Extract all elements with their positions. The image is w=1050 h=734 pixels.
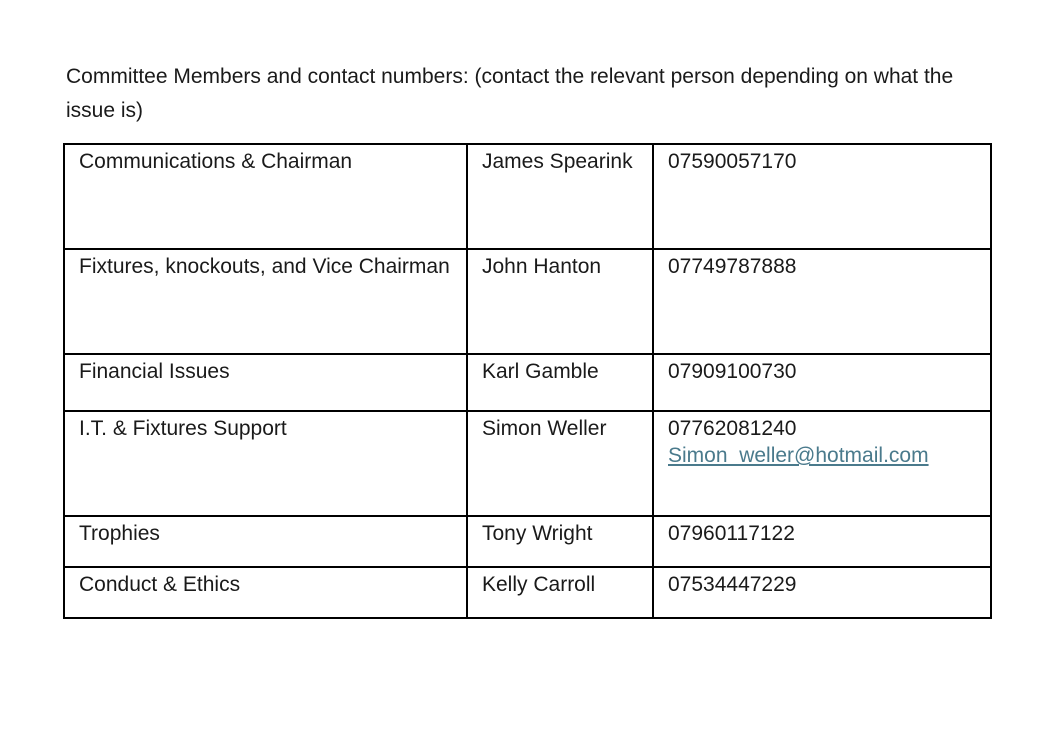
table-row [64, 411, 991, 516]
name-cell: John Hanton [467, 249, 653, 354]
role-cell: Conduct & Ethics [64, 567, 467, 618]
phone-number: 07960117122 [668, 522, 795, 545]
name-cell: James Spearink [467, 144, 653, 249]
email-link[interactable]: Simon_weller@hotmail.com [668, 444, 929, 467]
name-cell: Simon Weller [467, 411, 653, 516]
contact-cell [653, 411, 991, 516]
contact-cell [653, 249, 991, 354]
role-cell: I.T. & Fixtures Support [64, 411, 467, 516]
committee-table [63, 143, 992, 619]
phone-number: 07590057170 [668, 150, 797, 173]
phone-number: 07749787888 [668, 255, 797, 278]
intro-text: Committee Members and contact numbers: (contact the relevant person depending on what the issue is) [66, 65, 954, 122]
contact-cell [653, 144, 991, 249]
table-row [64, 249, 991, 354]
contact-cell [653, 354, 991, 411]
name-cell: Tony Wright [467, 516, 653, 567]
role-cell: Fixtures, knockouts, and Vice Chairman [64, 249, 467, 354]
name-cell: Kelly Carroll [467, 567, 653, 618]
role-cell: Trophies [64, 516, 467, 567]
table-row [64, 516, 991, 567]
name-cell: Karl Gamble [467, 354, 653, 411]
contact-cell [653, 516, 991, 567]
phone-number: 07762081240 [668, 417, 797, 440]
table-row [64, 144, 991, 249]
table-row [64, 567, 991, 618]
table-row [64, 354, 991, 411]
phone-number: 07534447229 [668, 573, 797, 596]
role-cell: Communications & Chairman [64, 144, 467, 249]
role-cell: Financial Issues [64, 354, 467, 411]
phone-number: 07909100730 [668, 360, 797, 383]
contact-cell [653, 567, 991, 618]
